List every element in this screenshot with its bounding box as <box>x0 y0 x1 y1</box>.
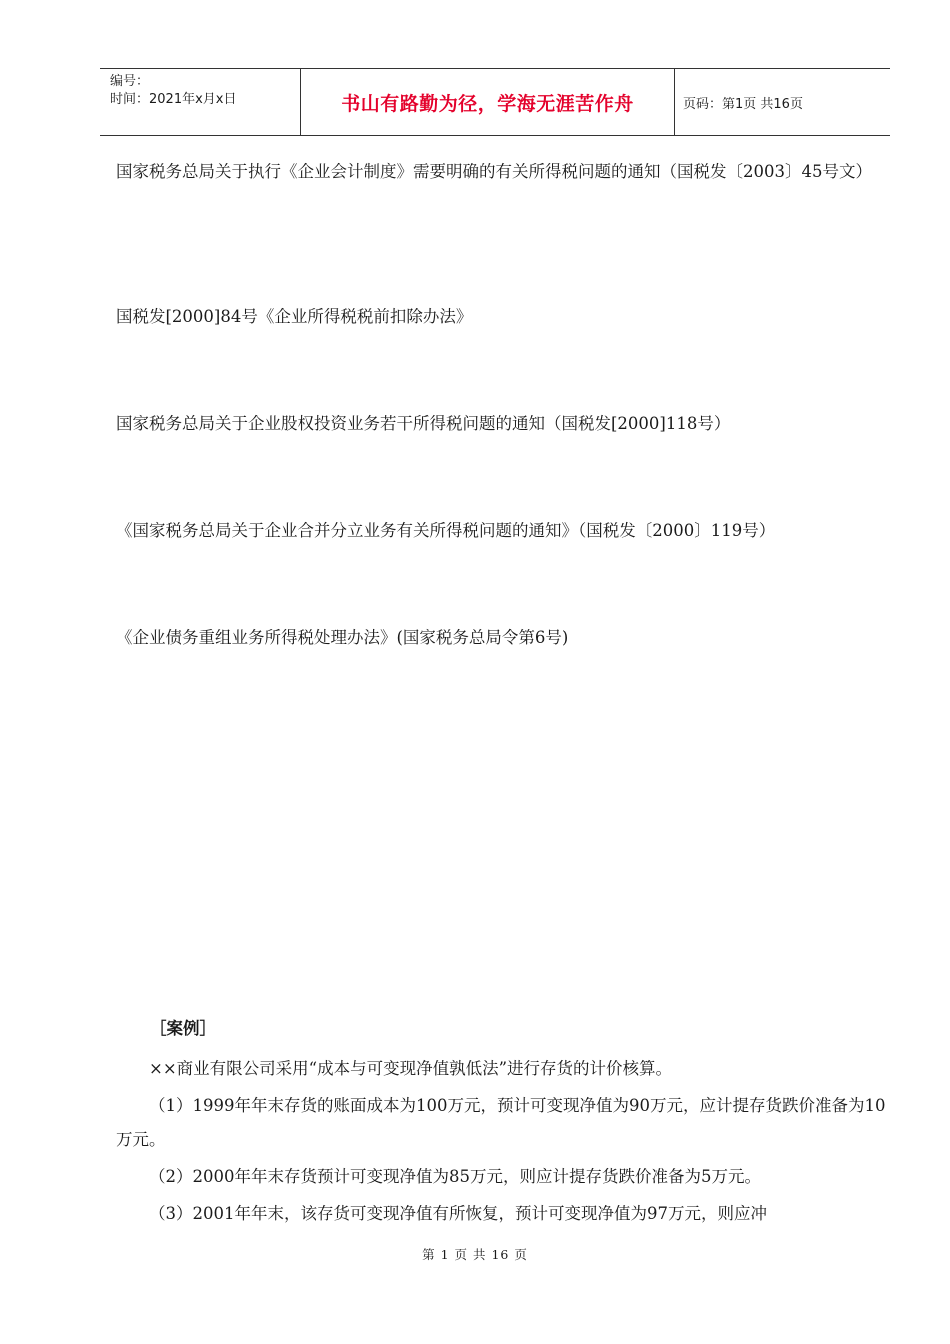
case-item-1: （1）1999年年末存货的账面成本为100万元，预计可变现净值为90万元，应计提存货跌价准备为10万元。 <box>116 1096 886 1149</box>
case-item-2: （2）2000年年末存货预计可变现净值为85万元，则应计提存货跌价准备为5万元。 <box>149 1167 761 1186</box>
page-footer: 第 1 页 共 16 页 <box>422 1247 528 1262</box>
header-motto: 书山有路勤为径，学海无涯苦作舟 <box>301 69 675 135</box>
doc-number-label: 编号： <box>110 74 150 89</box>
header-page-info: 页码：第1页 共16页 <box>683 96 803 112</box>
case-intro: ××商业有限公司采用“成本与可变现净值孰低法”进行存货的计价核算。 <box>149 1059 673 1078</box>
case-item-3: （3）2001年年末，该存货可变现净值有所恢复，预计可变现净值为97万元，则应冲 <box>149 1204 767 1223</box>
reference-4: 《国家税务总局关于企业合并分立业务有关所得税问题的通知》（国税发〔2000〕119号） <box>116 521 776 540</box>
reference-5: 《企业债务重组业务所得税处理办法》(国家税务总局令第6号) <box>116 628 569 647</box>
case-title: ［案例］ <box>150 1019 216 1038</box>
reference-2: 国税发[2000]84号《企业所得税税前扣除办法》 <box>116 307 473 326</box>
header-meta <box>100 69 301 135</box>
reference-1: 国家税务总局关于执行《企业会计制度》需要明确的有关所得税问题的通知（国税发〔2003〕45号文） <box>116 162 872 181</box>
page-header <box>100 68 890 136</box>
reference-3: 国家税务总局关于企业股权投资业务若干所得税问题的通知（国税发[2000]118号） <box>116 414 731 433</box>
date-label: 时间：2021年x月x日 <box>110 92 237 107</box>
